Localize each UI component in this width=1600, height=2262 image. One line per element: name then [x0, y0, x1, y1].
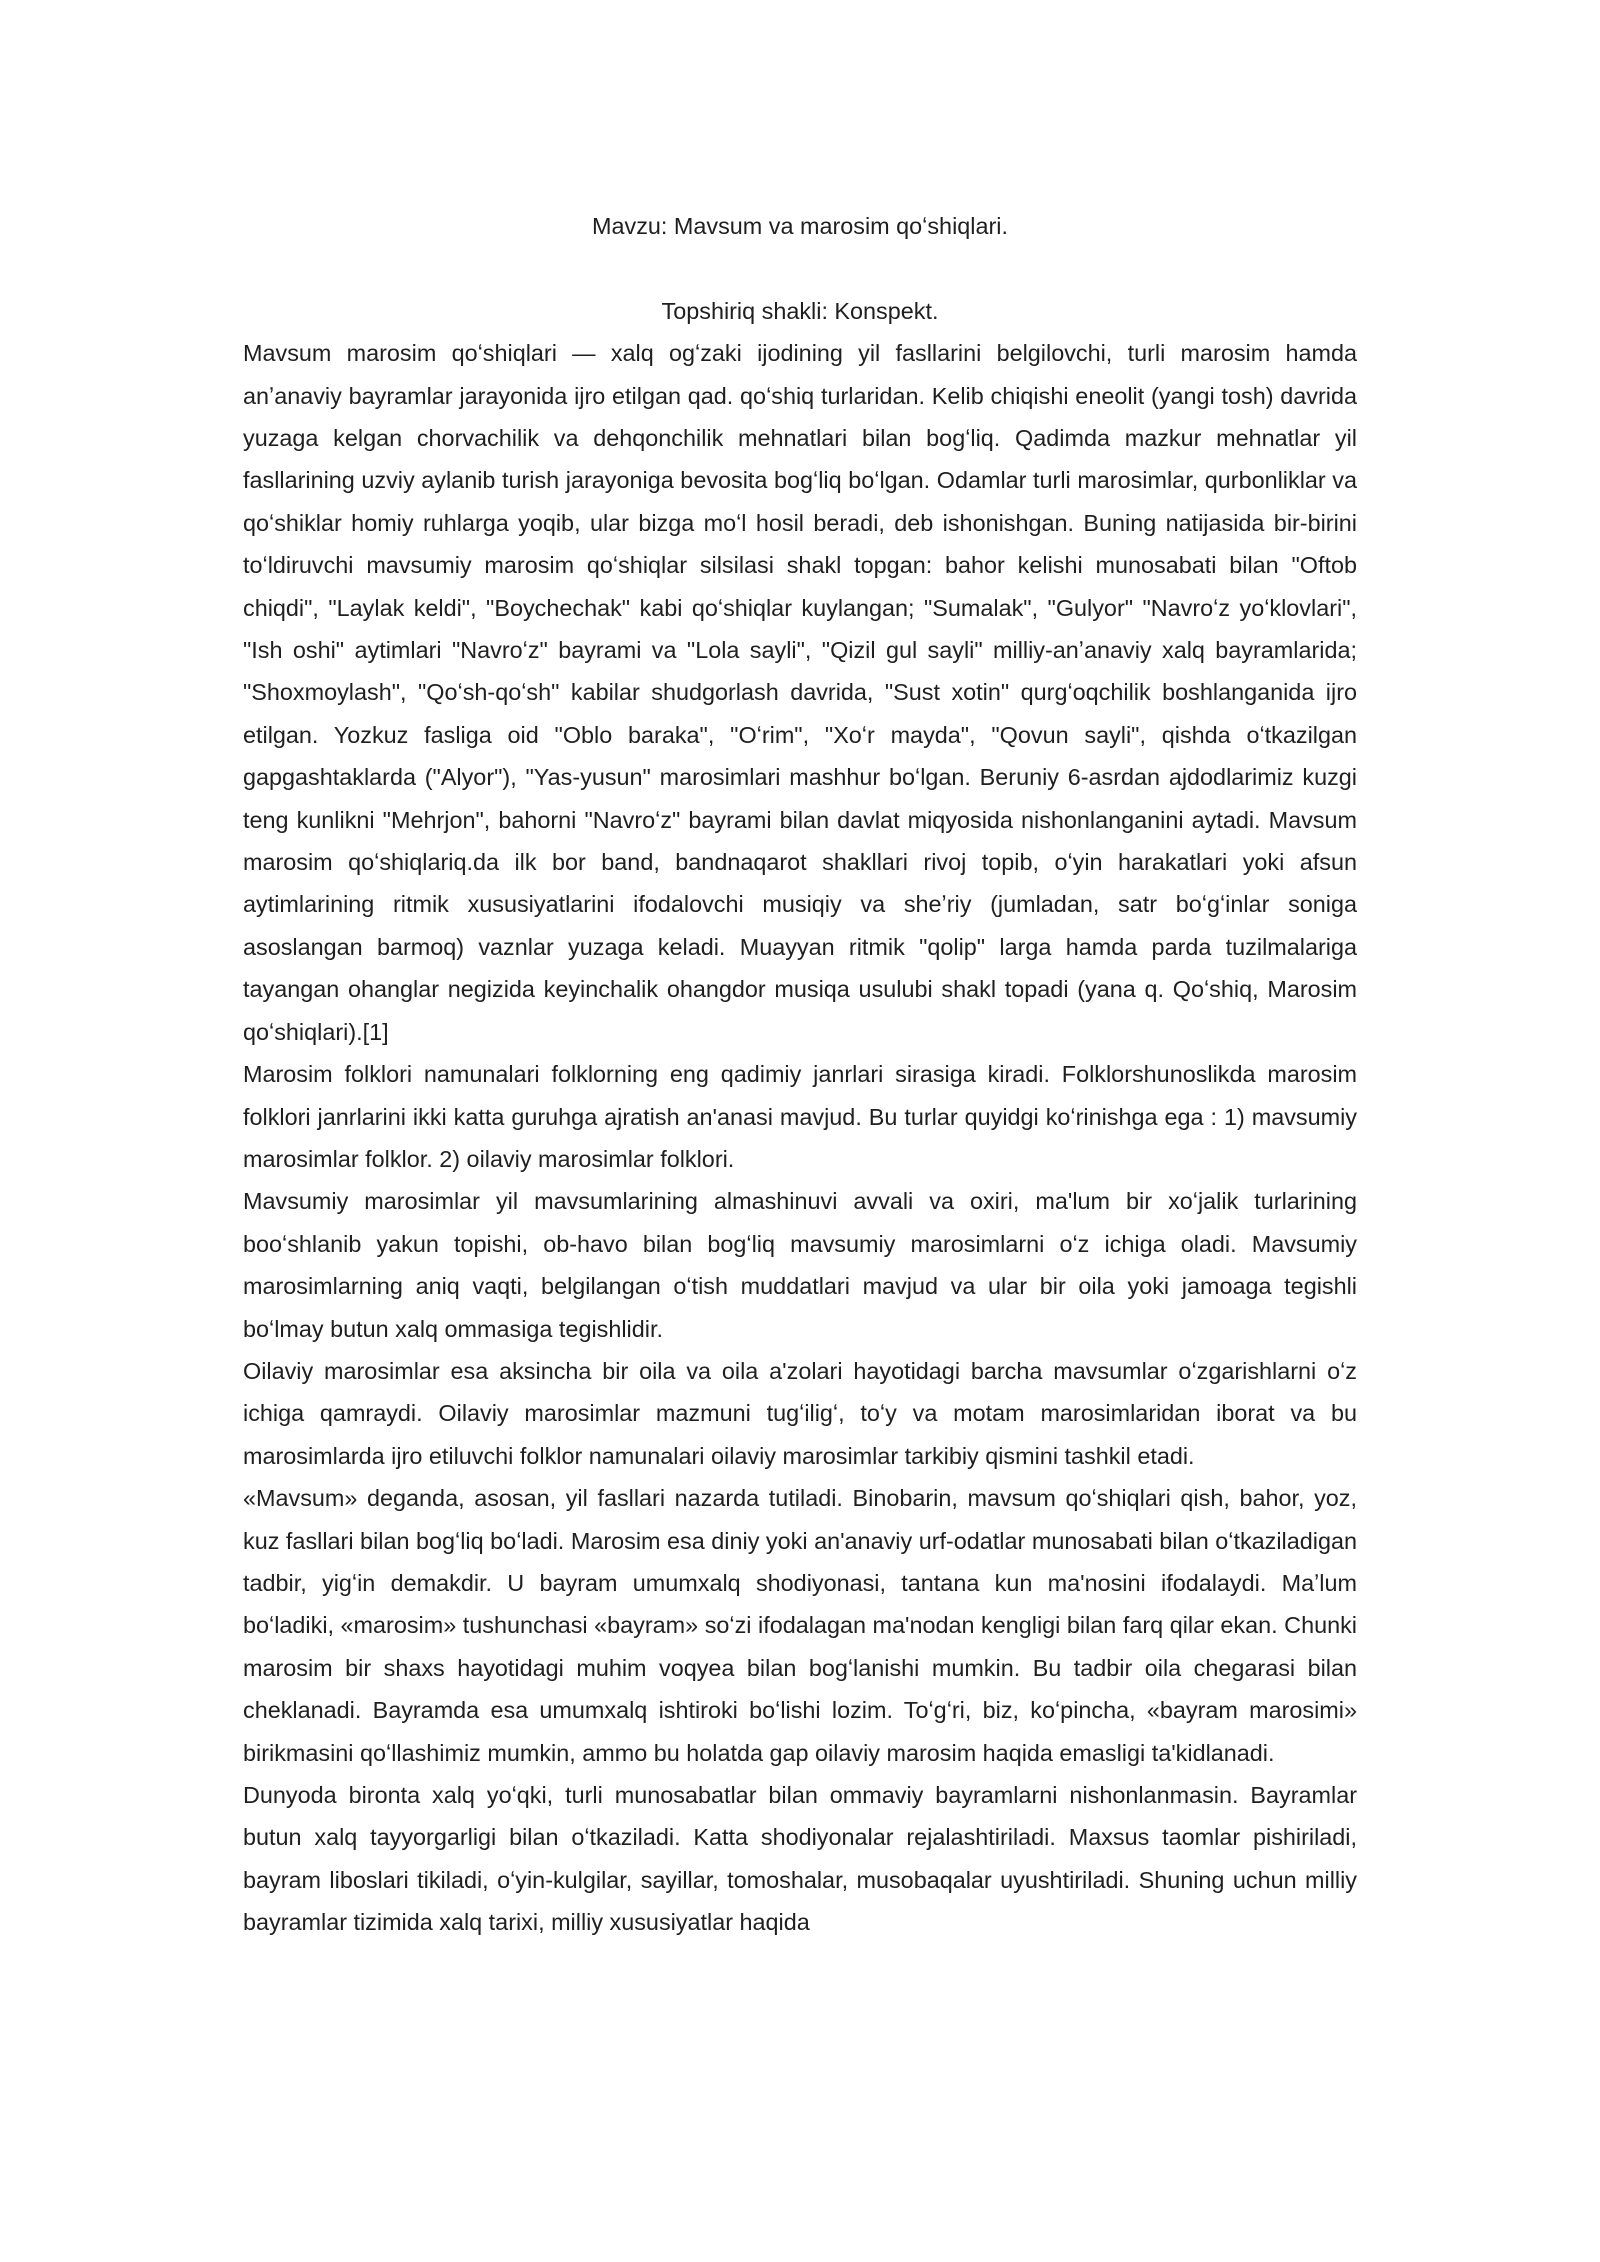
- paragraph-seasonal-songs: Mavsum marosim qoʻshiqlari — xalq ogʻzaki ijodining yil fasllarini belgilovchi, turli marosim hamda anʼanaviy bayramlar jarayonida ijro etilgan qad. qoʻshiq turlaridan. Kelib chiqishi eneolit (yangi tosh) davrida yuzaga kelgan chorvachilik va dehqonchilik mehnatlari bilan bogʻliq. Qadimda mazkur mehnatlar yil fasllarining uzviy aylanib turish jarayoniga bevosita bogʻliq boʻlgan. Odamlar turli marosimlar, qurbonliklar va qoʻshiklar homiy ruhlarga yoqib, ular bizga moʻl hosil beradi, deb ishonishgan. Buning natijasida bir-birini toʻldiruvchi mavsumiy marosim qoʻshiqlar silsilasi shakl topgan: bahor kelishi munosabati bilan "Oftob chiqdi", "Laylak keldi", "Boychechak" kabi qoʻshiqlar kuylangan; "Sumalak", "Gulyor" "Navroʻz yoʻklovlari", "Ish oshi" aytimlari "Navroʻz" bayrami va "Lola sayli", "Qizil gul sayli" milliy-anʼanaviy xalq bayramlarida; "Shoxmoylash", "Qoʻsh-qoʻsh" kabilar shudgorlash davrida, "Sust xotin" qurgʻoqchilik boshlanganida ijro etilgan. Yozkuz fasliga oid "Oblo baraka", "Oʻrim", "Xoʻr mayda", "Qovun sayli", qishda oʻtkazilgan gapgashtaklarda ("Alyor"), "Yas-yusun" marosimlari mashhur boʻlgan. Beruniy 6-asrdan ajdodlarimiz kuzgi teng kunlikni "Mehrjon", bahorni "Navroʻz" bayrami bilan davlat miqyosida nishonlanganini aytadi. Mavsum marosim qoʻshiqlariq.da ilk bor band, bandnaqarot shakllari rivoj topib, oʻyin harakatlari yoki afsun aytimlarining ritmik xususiyatlarini ifodalovchi musiqiy va sheʼriy (jumladan, satr boʻgʻinlar soniga asoslangan barmoq) vaznlar yuzaga keladi. Muayyan ritmik "qolip" larga hamda parda tuzilmalariga tayangan ohanglar negizida keyinchalik ohangdor musiqa usulubi shakl topadi (yana q. Qoʻshiq, Marosim qoʻshiqlari).[1]: [243, 340, 1357, 1045]
- paragraph-seasonal-rituals: Mavsumiy marosimlar yil mavsumlarining almashinuvi avvali va oxiri, ma'lum bir xoʻjalik turlarining booʻshlanib yakun topishi, ob-havo bilan bogʻliq mavsumiy marosimlarni oʻz ichiga oladi. Mavsumiy marosimlarning aniq vaqti, belgilangan oʻtish muddatlari mavjud va ular bir oila yoki jamoaga tegishli boʻlmay butun xalq ommasiga tegishlidir.: [243, 1188, 1357, 1342]
- paragraph-family-rituals: Oilaviy marosimlar esa aksincha bir oila va oila a'zolari hayotidagi barcha mavsumlar oʻzgarishlarni oʻz ichiga qamraydi. Oilaviy marosimlar mazmuni tugʻiligʻ, toʻy va motam marosimlaridan iborat va bu marosimlarda ijro etiluvchi folklor namunalari oilaviy marosimlar tarkibiy qismini tashkil etadi.: [243, 1357, 1357, 1469]
- paragraph-ritual-folklore: Marosim folklori namunalari folklorning eng qadimiy janrlari sirasiga kiradi. Folklorshunoslikda marosim folklori janrlarini ikki katta guruhga ajratish an'anasi mavjud. Bu turlar quyidgi koʻrinishga ega : 1) mavsumiy marosimlar folklor. 2) oilaviy marosimlar folklori.: [243, 1061, 1357, 1172]
- paragraph-season-definition: «Mavsum» deganda, asosan, yil fasllari nazarda tutiladi. Binobarin, mavsum qoʻshiqlari qish, bahor, yoz, kuz fasllari bilan bogʻliq boʻladi. Marosim esa diniy yoki an'anaviy urf-odatlar munosabati bilan oʻtkaziladigan tadbir, yigʻin demakdir. U bayram umumxalq shodiyonasi, tantana kun ma'nosini ifodalaydi. Maʼlum boʻladiki, «marosim» tushunchasi «bayram» soʻzi ifodalagan ma'nodan kengligi bilan farq qilar ekan. Chunki marosim bir shaxs hayotidagi muhim voqyea bilan bogʻlanishi mumkin. Bu tadbir oila chegarasi bilan cheklanadi. Bayramda esa umumxalq ishtiroki boʻlishi lozim. Toʻgʻri, biz, koʻpincha, «bayram marosimi» birikmasini qoʻllashimiz mumkin, ammo bu holatda gap oilaviy marosim haqida emasligi ta'kidlanadi.: [243, 1485, 1357, 1766]
- document-body: [243, 205, 1357, 1944]
- document-task-heading: Topshiriq shakli: Konspekt.: [661, 297, 939, 324]
- document-topic-heading: Mavzu: Mavsum va marosim qoʻshiqlari.: [592, 213, 1008, 239]
- paragraph-holidays: Dunyoda bironta xalq yoʻqki, turli munosabatlar bilan ommaviy bayramlarni nishonlanmasin. Bayramlar butun xalq tayyorgarligi bilan oʻtkaziladi. Katta shodiyonalar rejalashtiriladi. Maxsus taomlar pishiriladi, bayram liboslari tikiladi, oʻyin-kulgilar, sayillar, tomoshalar, musobaqalar uyushtiriladi. Shuning uchun milliy bayramlar tizimida xalq tarixi, milliy xususiyatlar haqida: [243, 1782, 1357, 1936]
